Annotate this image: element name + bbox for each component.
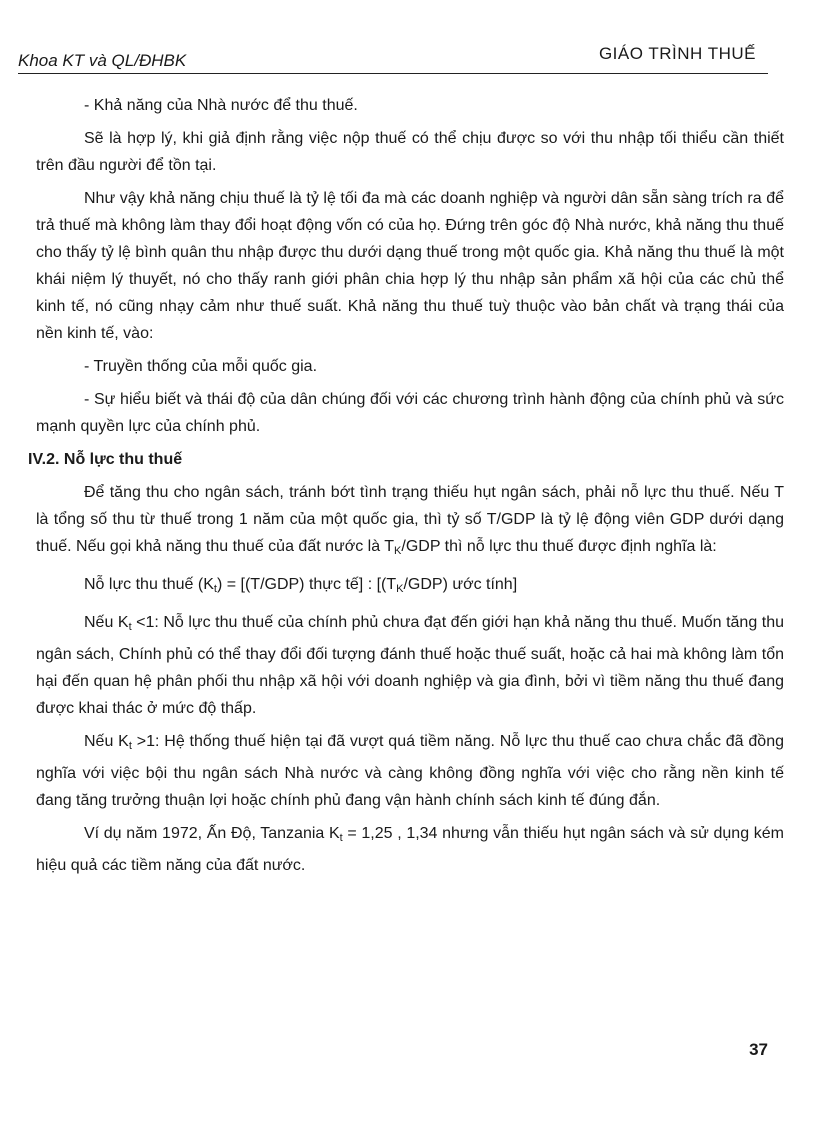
- formula-part-1: Nỗ lực thu thuế (K: [84, 576, 214, 593]
- paragraph-9-sub: t: [339, 832, 343, 844]
- paragraph-5: - Sự hiểu biết và thái độ của dân chúng đối với các chương trình hành động của chính phủ và sức mạnh quyền lực của chính phủ.: [36, 391, 784, 435]
- paragraph-2: Sẽ là hợp lý, khi giả định rằng việc nộp thuế có thể chịu được so với thu nhập tối thiểu cần thiết trên đầu người để tồn tại.: [36, 130, 784, 174]
- paragraph-9-pre: Ví dụ năm 1972, Ấn Độ, Tanzania K: [84, 825, 340, 842]
- formula-line: [36, 571, 784, 603]
- paragraph-9: [36, 820, 784, 879]
- paragraph-8: [36, 728, 784, 814]
- subscript-k: K: [394, 545, 402, 557]
- paragraph-8-sub: t: [128, 740, 132, 752]
- header-faculty: Khoa KT và QL/ĐHBK: [18, 51, 187, 70]
- paragraph-7-post: <1: Nỗ lực thu thuế của chính phủ chưa đạt đến giới hạn khả năng thu thuế. Muốn tăng thu ngân sách, Chính phủ có thể thay đổi đối tượng đánh thuế hoặc thuế suất, hoặc cả hai mà không làm tổn hại đến quan hệ phân phối thu nhập xã hội với doanh nghiệp và gia đình, bởi vì tiềm năng thu thuế đang được khai thác ở mức độ thấp.: [36, 614, 785, 717]
- formula-part-3: /GDP) ước tính]: [403, 576, 518, 593]
- paragraph-8-pre: Nếu K: [84, 733, 129, 750]
- paragraph-6-text-a: Để tăng thu cho ngân sách, tránh bớt tình trạng thiếu hụt ngân sách, phải nỗ lực thu thuế. Nếu T là tổng số thu từ thuế trong 1 năm của một quốc gia, thì tỷ số T/GDP là tỷ lệ động viên GDP dưới dạng thuế. Nếu gọi khả năng thu thuế của đất nước là T: [36, 484, 784, 555]
- header-book-title: GIÁO TRÌNH THUẾ: [598, 44, 756, 63]
- paragraph-7: [36, 609, 784, 722]
- formula-sub-1: t: [213, 583, 217, 595]
- header-divider: [18, 73, 768, 74]
- paragraph-9-post: = 1,25 , 1,34 nhưng vẫn thiếu hụt ngân sách và sử dụng kém hiệu quả các tiềm năng của đất nước.: [36, 825, 784, 874]
- formula-part-2: ) = [(T/GDP) thực tế] : [(T: [216, 576, 397, 593]
- paragraph-3: Như vậy khả năng chịu thuế là tỷ lệ tối đa mà các doanh nghiệp và người dân sẵn sàng trích ra để trả thuế mà không làm thay đổi hoạt động vốn có của họ. Đứng trên góc độ Nhà nước, khả năng thu thuế cho thấy tỷ lệ bình quân thu nhập được thu dưới dạng thuế trong một quốc gia. Khả năng thu thuế là một khái niệm lý thuyết, nó cho thấy ranh giới phân chia hợp lý thu nhập sản phẩm xã hội của các chủ thể kinh tế, nó cũng nhạy cảm như thuế suất. Khả năng thu thuế tuỳ thuộc vào bản chất và trạng thái của nền kinh tế, vào:: [36, 190, 784, 342]
- paragraph-1: - Khả năng của Nhà nước để thu thuế.: [84, 97, 358, 114]
- paragraph-6: [36, 479, 784, 565]
- section-heading: IV.2. Nỗ lực thu thuế: [28, 451, 183, 468]
- paragraph-7-sub: t: [128, 621, 132, 633]
- paragraph-7-pre: Nếu K: [84, 614, 129, 631]
- page-number: 37: [749, 1040, 768, 1059]
- paragraph-4: - Truyền thống của mỗi quốc gia.: [84, 358, 318, 375]
- page-body: [28, 92, 785, 885]
- paragraph-8-post: >1: Hệ thống thuế hiện tại đã vượt quá tiềm năng. Nỗ lực thu thuế cao chưa chắc đã đồng nghĩa với việc bội thu ngân sách Nhà nước và càng không đồng nghĩa với việc cho rằng nền kinh tế đang tăng trưởng thuận lợi hoặc chính phủ đang vận hành chính sách kinh tế đúng đắn.: [36, 733, 785, 809]
- formula-sub-2: K: [396, 583, 404, 595]
- paragraph-6-text-b: /GDP thì nỗ lực thu thuế được định nghĩa là:: [401, 538, 717, 555]
